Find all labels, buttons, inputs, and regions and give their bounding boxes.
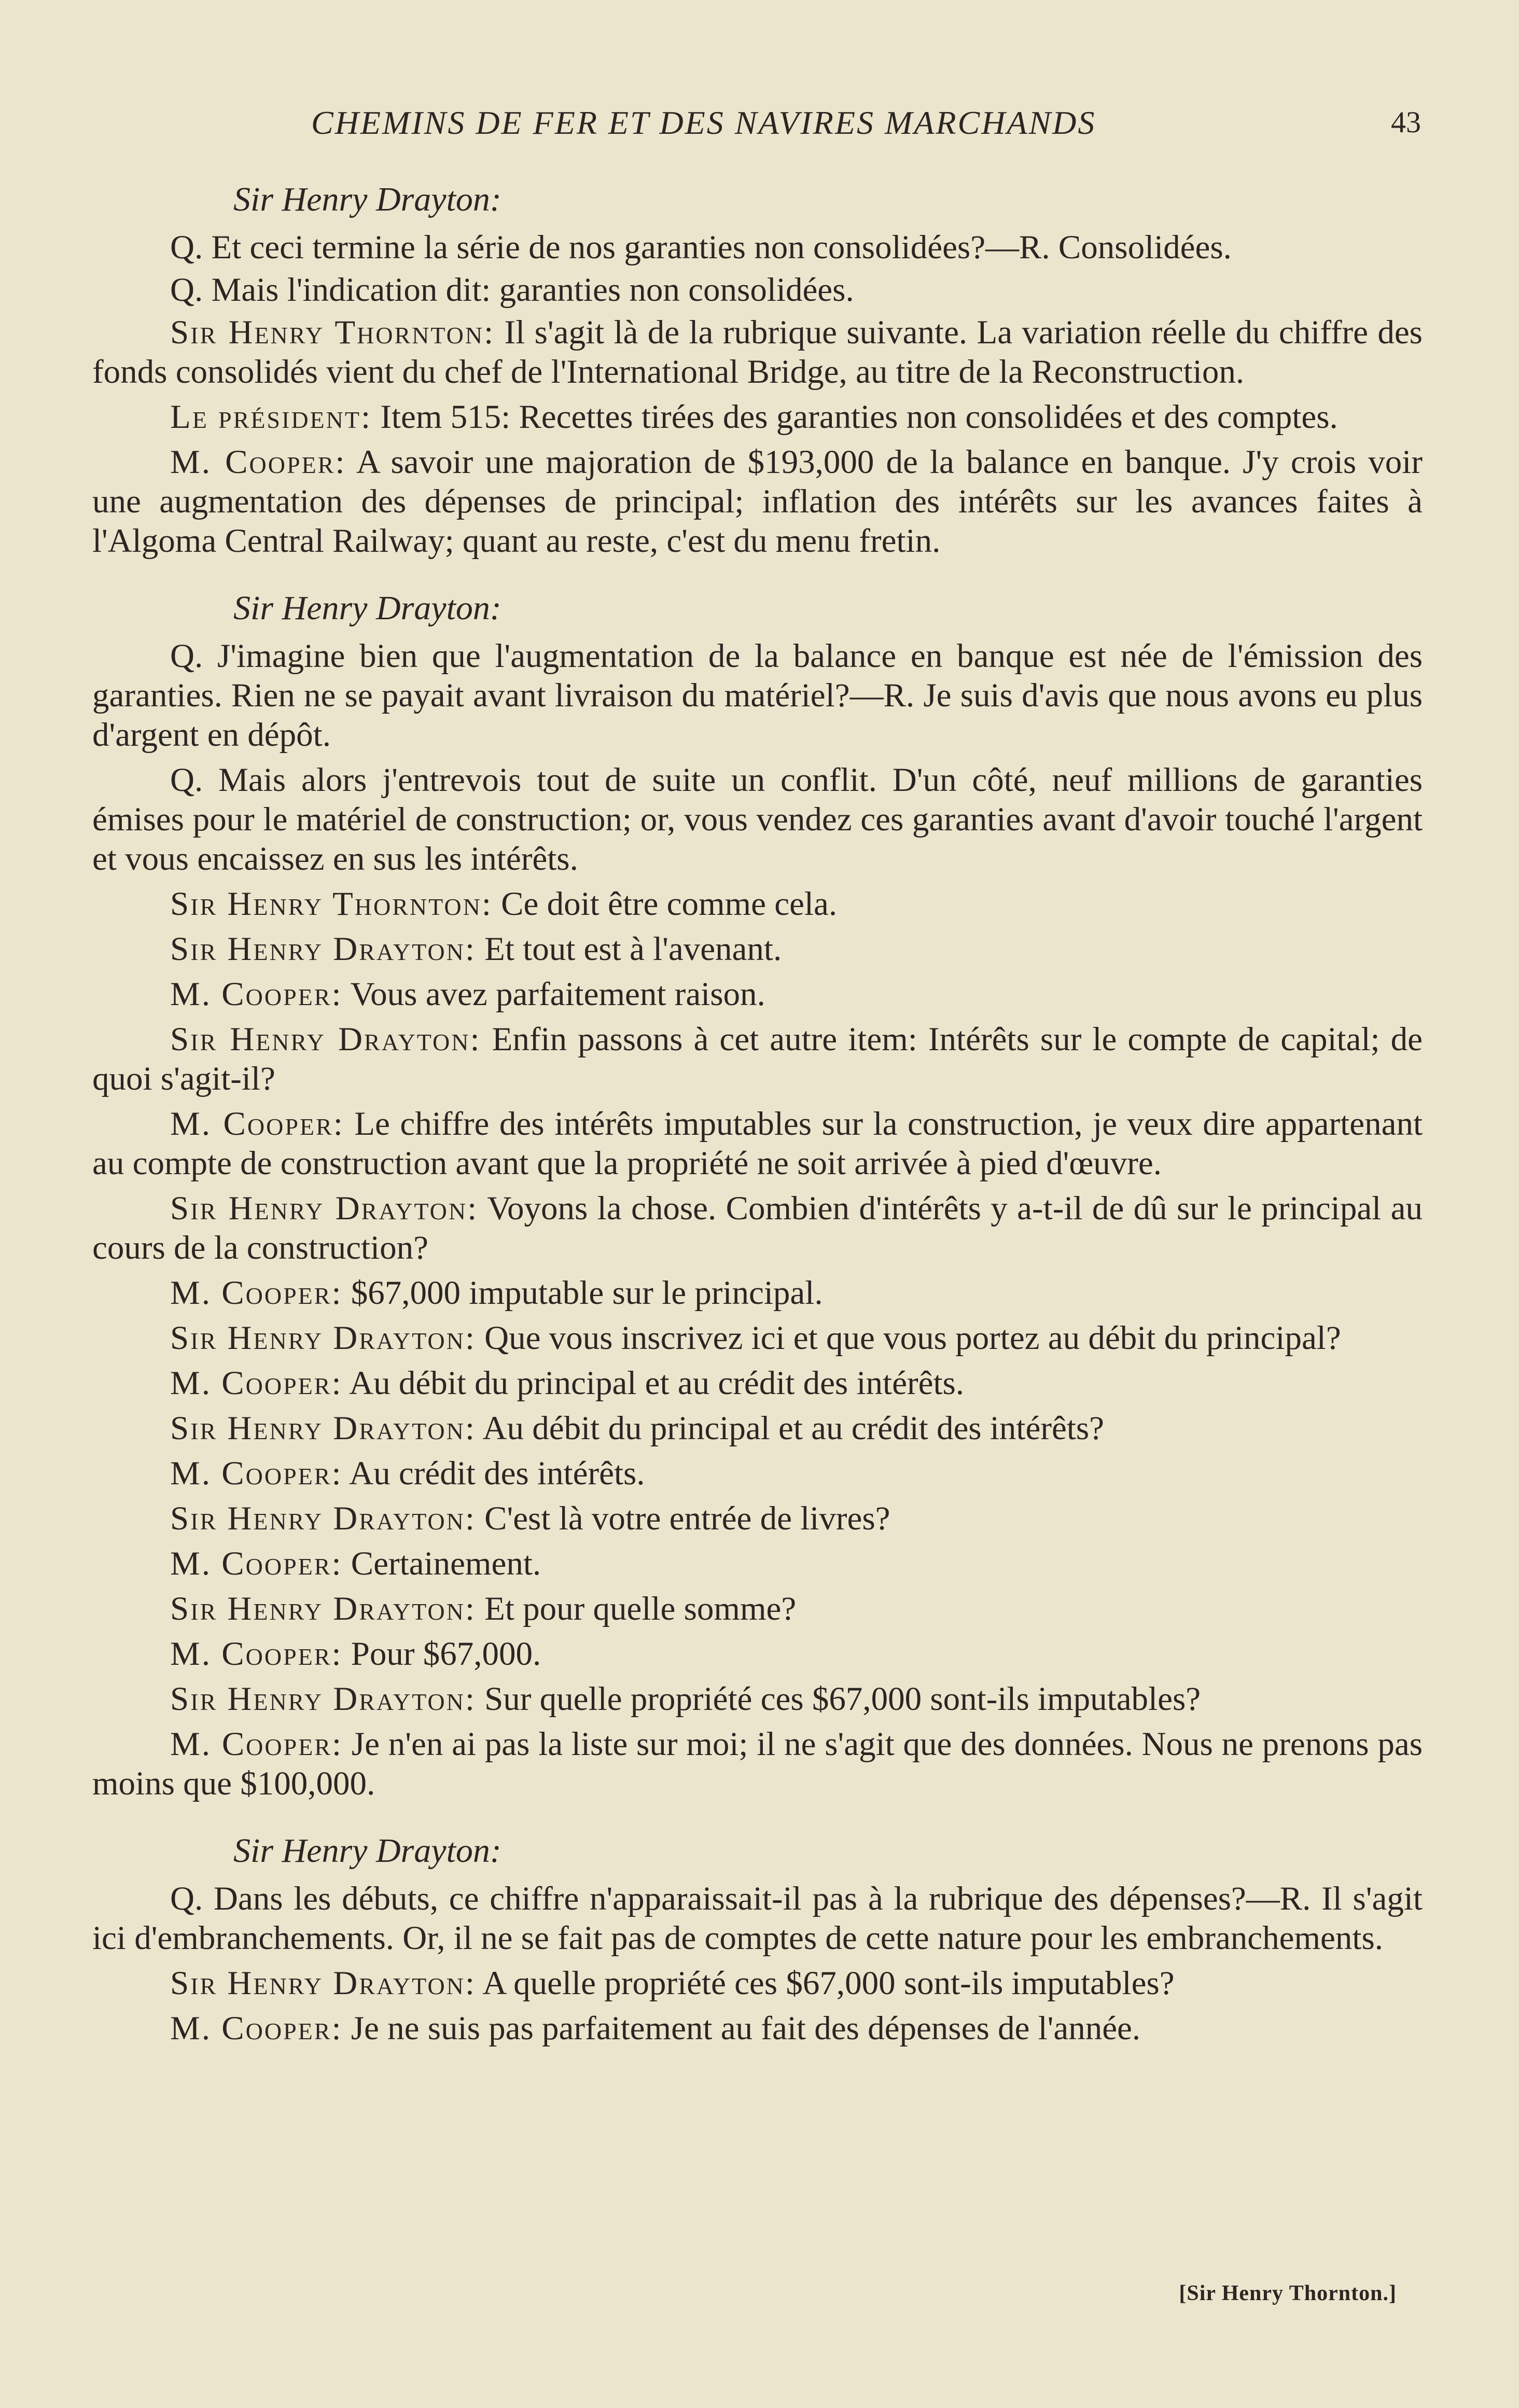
dialogue-paragraph [92,442,1423,561]
dialogue-paragraph [92,1964,1423,2003]
dialogue-paragraph [92,1589,1423,1628]
speaker-name: M. Cooper: [170,1274,343,1312]
catchword: [Sir Henry Thornton.] [1179,2281,1397,2305]
dialogue-paragraph [92,1454,1423,1493]
speaker-name: Sir Henry Drayton: [170,1965,476,2002]
question-paragraph: Q. Et ceci termine la série de nos garanties non consolidées?—R. Consolidées. [170,229,1232,266]
speech-text: A quelle propriété ces $67,000 sont-ils imputables? [476,1965,1175,2002]
speech-text: Au débit du principal et au crédit des intérêts? [476,1410,1105,1447]
dialogue-paragraph [92,1318,1423,1358]
question-paragraph: Q. Mais alors j'entrevois tout de suite un conflit. D'un côté, neuf millions de garanties émises pour le matériel de construction; or, vous vendez ces garanties avant d'avoir touché l'argent et vous encaissez en sus les intérêts. [92,761,1423,878]
question-paragraph: Q. J'imagine bien que l'augmentation de la balance en banque est née de l'émission des garanties. Rien ne se payait avant livraison du matériel?—R. Je suis d'avis que nous avons eu plus d'argent en dépôt. [92,637,1423,754]
question-paragraph: Q. Mais l'indication dit: garanties non consolidées. [170,271,854,309]
dialogue-paragraph [92,1409,1423,1448]
speech-text: Voyons la chose. Combien d'intérêts y a-t-il de dû sur le principal au cours de la construction? [92,1190,1423,1266]
speech-text: Ce doit être comme cela. [492,885,838,923]
dialogue-paragraph [92,884,1423,924]
speaker-name: Sir Henry Drayton: [170,1410,476,1447]
dialogue-paragraph [92,1499,1423,1538]
speaker-name: Sir Henry Drayton: [170,1500,476,1537]
speech-text: Item 515: Recettes tirées des garanties non consolidées et des comptes. [372,398,1338,436]
speaker-name: M. Cooper: [170,1455,343,1492]
speech-text: Pour $67,000. [342,1635,541,1673]
speaker-name: M. Cooper: [170,1105,344,1143]
dialogue-paragraph [92,1363,1423,1403]
speech-text: Je ne suis pas parfaitement au fait des dépenses de l'année. [342,2010,1141,2047]
speech-text: Vous avez parfaitement raison. [342,976,765,1013]
speaker-name: Sir Henry Drayton: [170,1590,476,1627]
speech-text: Je n'en ai pas la liste sur moi; il ne s'agit que des données. Nous ne prenons pas moins que $100,000. [92,1725,1423,1802]
speech-text: Certainement. [342,1545,541,1582]
dialogue-paragraph [92,975,1423,1014]
page-number: 43 [1391,105,1421,139]
section-speaker-heading: Sir Henry Drayton: [233,1832,501,1870]
speech-text: C'est là votre entrée de livres? [476,1500,890,1537]
dialogue-paragraph [92,397,1423,437]
speaker-name: M. Cooper: [170,1635,343,1673]
speech-text: Il s'agit là de la rubrique suivante. La variation réelle du chiffre des fonds consolidés vient du chef de l'International Bridge, au titre de la Reconstruction. [92,314,1423,391]
dialogue-paragraph [92,1634,1423,1674]
page-body [92,179,1423,2054]
dialogue-paragraph [92,1679,1423,1719]
speaker-name: M. Cooper: [170,443,346,481]
speaker-name: Sir Henry Thornton: [170,314,495,351]
question-paragraph: Q. Dans les débuts, ce chiffre n'apparaissait-il pas à la rubrique des dépenses?—R. Il s'agit ici d'embranchements. Or, il ne se fait pas de comptes de cette nature pour les embranchements. [92,1880,1423,1957]
dialogue-paragraph [92,313,1423,392]
dialogue-paragraph [92,1020,1423,1098]
speaker-name: Le président: [170,398,372,436]
speech-text: Que vous inscrivez ici et que vous portez au débit du principal? [476,1319,1341,1357]
section-speaker-heading: Sir Henry Drayton: [233,180,501,218]
page-header [311,104,1421,145]
dialogue-paragraph [92,1273,1423,1313]
speaker-name: Sir Henry Drayton: [170,1190,479,1227]
dialogue-paragraph [92,1544,1423,1583]
speaker-name: M. Cooper: [170,976,343,1013]
speaker-name: M. Cooper: [170,1545,343,1582]
section-speaker-heading: Sir Henry Drayton: [233,589,501,627]
speech-text: Au débit du principal et au crédit des intérêts. [342,1365,965,1402]
speaker-name: M. Cooper: [170,1365,343,1402]
dialogue-paragraph [92,1189,1423,1268]
speech-text: Enfin passons à cet autre item: Intérêts sur le compte de capital; de quoi s'agit-il? [92,1021,1423,1097]
speech-text: A savoir une majoration de $193,000 de la balance en banque. J'y crois voir une augmentation des dépenses de principal; inflation des intérêts sur les avances faites à l'Algoma Central Railway; quant au reste, c'est du menu fretin. [92,443,1423,560]
speaker-name: M. Cooper: [170,1725,343,1763]
running-title: CHEMINS DE FER ET DES NAVIRES MARCHANDS [311,104,1096,141]
speaker-name: M. Cooper: [170,2010,343,2047]
speaker-name: Sir Henry Drayton: [170,1319,476,1357]
speech-text: Et pour quelle somme? [476,1590,797,1627]
speech-text: Sur quelle propriété ces $67,000 sont-ils imputables? [476,1680,1201,1718]
dialogue-paragraph [92,929,1423,969]
speaker-name: Sir Henry Drayton: [170,1021,481,1058]
speaker-name: Sir Henry Thornton: [170,885,493,923]
dialogue-paragraph [92,2009,1423,2048]
dialogue-paragraph [92,1724,1423,1803]
speech-text: Et tout est à l'avenant. [476,930,782,968]
dialogue-paragraph [92,1104,1423,1183]
speech-text: $67,000 imputable sur le principal. [342,1274,823,1312]
speech-text: Le chiffre des intérêts imputables sur la construction, je veux dire appartenant au compte de construction avant que la propriété ne soit arrivée à pied d'œuvre. [92,1105,1423,1182]
speech-text: Au crédit des intérêts. [342,1455,645,1492]
speaker-name: Sir Henry Drayton: [170,1680,476,1718]
speaker-name: Sir Henry Drayton: [170,930,476,968]
